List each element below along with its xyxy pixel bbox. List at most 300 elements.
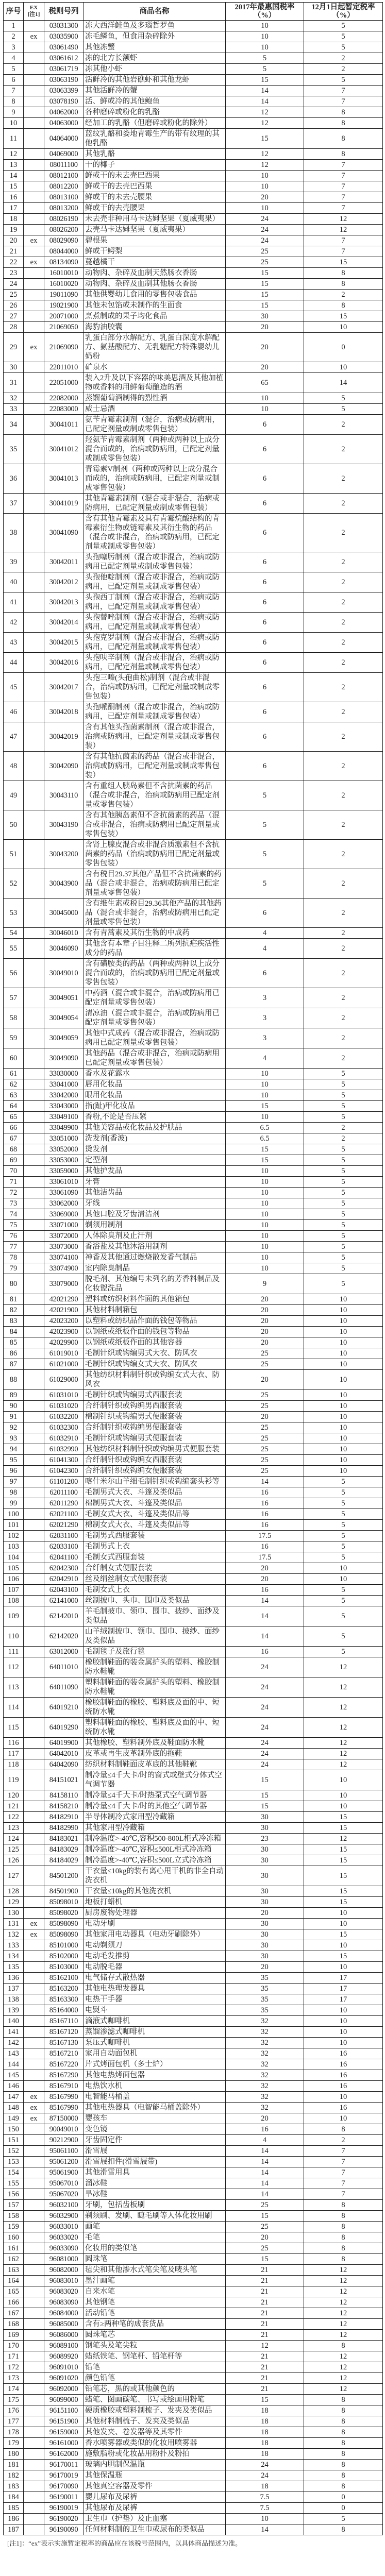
cell-provisional-rate: 8 [304,2395,383,2405]
cell-tariff-code: 30041011 [44,415,83,435]
cell-ex [24,2362,44,2373]
cell-tariff-code: 96083010 [44,2276,83,2286]
cell-tariff-code: 33073000 [44,1242,83,1252]
table-row [4,107,383,118]
cell-tariff-code: 96092000 [44,2384,83,2395]
table-row [4,1112,383,1123]
cell-provisional-rate: 5 [304,1509,383,1520]
cell-ex [24,393,44,404]
cell-product-name: 矿泉水 [83,362,226,373]
cell-product-name: 变色镜 [83,2124,226,2135]
cell-ex [24,1606,44,1626]
cell-tariff-code: 96033010 [44,2222,83,2232]
cell-provisional-rate: 10 [304,1412,383,1422]
cell-mfn-rate: 3 [226,1008,304,1028]
cell-mfn-rate: 25 [226,1348,304,1359]
cell-product-name: 活鲜冷的其他岩礁虾和其他龙虾 [83,75,226,86]
cell-ex [24,1541,44,1552]
cell-product-name: 唇用化妆品 [83,1079,226,1090]
cell-no: 89 [4,1390,24,1401]
cell-provisional-rate: 12 [304,2330,383,2341]
cell-mfn-rate: 20 [226,322,304,333]
cell-ex [24,1316,44,1327]
cell-mfn-rate: 35 [226,1973,304,1984]
cell-ex [24,959,44,988]
cell-ex [24,1252,44,1263]
cell-ex: ex [24,257,44,268]
cell-mfn-rate: 30 [226,1919,304,1929]
cell-provisional-rate: 10 [304,1790,383,1801]
cell-product-name: 眼用化妆品 [83,1090,226,1101]
cell-product-name: 蓝纹乳酪和娄地青霉生产的带有纹理的其他乳酪 [83,129,226,149]
cell-ex [24,373,44,393]
cell-no: 180 [4,2449,24,2460]
cell-mfn-rate: 6 [226,702,304,722]
cell-mfn-rate: 15 [226,2395,304,2405]
cell-mfn-rate: 9 [226,1274,304,1294]
cell-mfn-rate: 25 [226,1359,304,1370]
cell-no: 75 [4,1220,24,1231]
cell-provisional-rate: 2 [304,959,383,988]
cell-ex [24,2135,44,2146]
cell-provisional-rate: 8 [304,2232,383,2243]
cell-ex [24,869,44,899]
cell-no: 5 [4,64,24,75]
cell-product-name: 化妆用的类似笔 [83,2243,226,2254]
cell-mfn-rate: 4 [226,939,304,959]
cell-no: 91 [4,1412,24,1422]
table-row [4,1585,383,1596]
cell-tariff-code: 84184029 [44,1855,83,1866]
cell-no: 113 [4,1677,24,1698]
cell-tariff-code: 30042017 [44,673,83,702]
cell-provisional-rate: 5 [304,1274,383,1294]
cell-provisional-rate: 12 [304,2362,383,2373]
cell-provisional-rate: 16 [304,2081,383,2092]
cell-ex [24,2243,44,2254]
cell-provisional-rate: 2 [304,1028,383,1048]
cell-tariff-code: 30043900 [44,869,83,899]
cell-mfn-rate: 10 [226,31,304,42]
table-row [4,1101,383,1112]
cell-ex [24,592,44,613]
cell-provisional-rate: 5 [304,1069,383,1079]
cell-mfn-rate: 20 [226,1962,304,1973]
cell-tariff-code: 85164000 [44,2005,83,2016]
cell-provisional-rate: 2 [304,869,383,899]
cell-ex [24,1466,44,1477]
cell-no: 101 [4,1520,24,1531]
cell-mfn-rate: 32 [226,2081,304,2092]
table-row [4,300,383,311]
cell-no: 126 [4,1855,24,1866]
table-row [4,373,383,393]
cell-product-name: 皮革或再生皮革制外底的拖鞋 [83,1749,226,1759]
cell-mfn-rate: 17.5 [226,1531,304,1541]
cell-ex [24,1585,44,1596]
table-row [4,1677,383,1698]
cell-tariff-code: 30042013 [44,592,83,613]
cell-provisional-rate: 8 [304,118,383,129]
table-row [4,1477,383,1487]
cell-mfn-rate: 25 [226,1466,304,1477]
cell-tariff-code: 42029900 [44,1337,83,1348]
cell-tariff-code: 30042015 [44,633,83,653]
cell-product-name: 其他活鲜冷的蟹 [83,86,226,96]
cell-tariff-code: 62041100 [44,1552,83,1563]
cell-tariff-code: 30046090 [44,939,83,959]
cell-tariff-code: 85163200 [44,1984,83,1994]
cell-ex [24,1220,44,1231]
cell-no: 1 [4,21,24,31]
cell-tariff-code: 30043200 [44,840,83,869]
cell-ex [24,1973,44,1984]
cell-no: 26 [4,300,24,311]
cell-product-name: 厨房废物处理器 [83,1908,226,1919]
cell-provisional-rate: 2 [304,1008,383,1028]
cell-product-name: 其他滑雪用具 [83,2167,226,2178]
cell-product-name: 洗发剂(香波) [83,1133,226,1144]
table-row [4,2157,383,2167]
table-row [4,1209,383,1220]
cell-product-name: 去壳马卡达姆坚果（夏威夷果） [83,225,226,235]
cell-provisional-rate: 5 [304,1541,383,1552]
cell-product-name: 各种磨碎或粉化的乳酪 [83,107,226,118]
cell-no: 133 [4,1940,24,1951]
cell-product-name: 合纤制针织或钩编男便服套装 [83,1422,226,1433]
cell-mfn-rate: 6 [226,722,304,752]
cell-product-name: 动物肉、杂碎及血制其他肠衣香肠 [83,279,226,290]
cell-no: 164 [4,2276,24,2286]
cell-product-name: 施敷脂粉或化妆品用粉扑及粉拍 [83,2449,226,2460]
table-row [4,1718,383,1738]
cell-product-name: 自来水笔 [83,2286,226,2297]
table-row [4,393,383,404]
cell-product-name: 其他冻蟹 [83,42,226,53]
cell-product-name: 电热饮水机 [83,2081,226,2092]
table-row [4,1188,383,1198]
table-row [4,149,383,160]
cell-provisional-rate: 8 [304,2416,383,2427]
cell-no: 148 [4,2103,24,2113]
cell-tariff-code: 64042090 [44,1759,83,1770]
cell-provisional-rate: 12 [304,1738,383,1749]
cell-provisional-rate: 2 [304,1048,383,1069]
table-row [4,279,383,290]
cell-mfn-rate: 24 [226,2470,304,2481]
cell-ex [24,1759,44,1770]
cell-tariff-code: 62033100 [44,1541,83,1552]
cell-no: 87 [4,1359,24,1370]
cell-ex [24,214,44,225]
cell-provisional-rate: 5 [304,2514,383,2524]
cell-provisional-rate: 2 [304,435,383,464]
table-row [4,1801,383,1812]
cell-product-name: 其他护发品 [83,1166,226,1177]
cell-tariff-code: 03078190 [44,96,83,107]
cell-mfn-rate: 20 [226,1316,304,1327]
cell-mfn-rate: 10 [226,171,304,181]
cell-product-name: 毡尖和其他渗水式笔尖笔及唛头笔 [83,2265,226,2276]
cell-provisional-rate: 14 [304,373,383,393]
cell-no: 150 [4,2124,24,2135]
cell-mfn-rate: 20 [226,1337,304,1348]
cell-no: 135 [4,1962,24,1973]
cell-provisional-rate: 10 [304,1940,383,1951]
cell-product-name: 牙线 [83,1198,226,1209]
table-row [4,268,383,279]
cell-mfn-rate: 24 [226,1759,304,1770]
cell-no: 173 [4,2373,24,2384]
cell-ex [24,2330,44,2341]
header-row [4,3,383,21]
cell-product-name: 中药酒（混合或非混合，治病或防病用已配定剂量或零售包装） [83,988,226,1008]
cell-no: 132 [4,1929,24,1940]
cell-no: 29 [4,333,24,362]
cell-product-name: 其他电热器具（电智能马桶盖除外） [83,2103,226,2113]
cell-ex [24,75,44,86]
cell-no: 134 [4,1951,24,1962]
cell-no: 144 [4,2059,24,2070]
cell-no: 163 [4,2265,24,2276]
cell-no: 127 [4,1866,24,1886]
table-row [4,1844,383,1855]
cell-ex [24,673,44,702]
cell-provisional-rate: 10 [304,1466,383,1477]
cell-ex [24,42,44,53]
cell-product-name: 头孢呋辛制剂（混合或非混合，治病或防病用，已配定剂量或制成零售包装） [83,653,226,673]
cell-ex [24,415,44,435]
cell-mfn-rate: 15 [226,1770,304,1790]
cell-product-name: 青霉素V制剂（两种或两种以上成分混合而成的，治病或防病用，已配定剂量或制成零售包装） [83,464,226,494]
cell-mfn-rate: 10 [226,1198,304,1209]
cell-no: 179 [4,2438,24,2449]
cell-mfn-rate: 10 [226,1069,304,1079]
table-row [4,1401,383,1412]
cell-tariff-code: 95067010 [44,2178,83,2189]
cell-product-name: 电动牙刷 [83,1919,226,1929]
cell-no: 16 [4,192,24,203]
cell-provisional-rate: 10 [304,1316,383,1327]
cell-tariff-code: 85167120 [44,2027,83,2038]
cell-provisional-rate: 12 [304,1657,383,1677]
cell-product-name: 牙齿固定件 [83,2135,226,2146]
cell-no: 96 [4,1466,24,1477]
cell-tariff-code: 96190090 [44,2524,83,2535]
cell-product-name: 纺织材料制鞋面皮革底的其他鞋靴 [83,1759,226,1770]
cell-mfn-rate: 25 [226,2222,304,2232]
cell-provisional-rate: 0 [304,2503,383,2514]
cell-ex [24,2167,44,2178]
cell-provisional-rate: 12 [304,1834,383,1844]
cell-mfn-rate: 5 [226,781,304,810]
cell-ex [24,653,44,673]
cell-product-name: 剃须用制剂 [83,1220,226,1231]
cell-ex [24,1209,44,1220]
cell-no: 56 [4,959,24,988]
cell-provisional-rate: 5 [304,1520,383,1531]
cell-provisional-rate: 15 [304,1951,383,1962]
cell-provisional-rate: 2 [304,464,383,494]
table-row [4,192,383,203]
cell-product-name: 铅笔芯，黑的或其他颜色的 [83,2384,226,2395]
cell-provisional-rate: 0 [304,2492,383,2503]
table-row [4,722,383,752]
cell-ex [24,1477,44,1487]
header-ex-label: EX [29,5,38,11]
cell-provisional-rate: 2 [304,1133,383,1144]
cell-product-name: 含有其他胰岛素但不含抗菌素的药品（混合或非混合，治病或防病用已配定剂量或零售包装） [83,810,226,840]
cell-mfn-rate: 14 [226,1606,304,1626]
cell-no: 123 [4,1823,24,1834]
cell-ex [24,2341,44,2351]
cell-tariff-code: 96082000 [44,2265,83,2276]
cell-ex [24,1994,44,2005]
cell-no: 156 [4,2189,24,2200]
cell-provisional-rate: 10 [304,1348,383,1359]
cell-no: 147 [4,2092,24,2103]
cell-tariff-code: 61041300 [44,1455,83,1466]
cell-ex [24,1294,44,1305]
cell-no: 97 [4,1477,24,1487]
cell-tariff-code: 96086000 [44,2330,83,2341]
cell-no: 122 [4,1812,24,1823]
cell-product-name: 装入2升及以下容器的味美思酒及其他加植物或香料的用鲜葡萄酿造的酒 [83,373,226,393]
table-row [4,1855,383,1866]
cell-provisional-rate: 10 [304,1433,383,1444]
cell-tariff-code: 04064000 [44,129,83,149]
cell-ex [24,96,44,107]
cell-product-name: 家用自动面包机 [83,2048,226,2059]
cell-mfn-rate: 21 [226,2297,304,2308]
cell-product-name: 滑雪屐扣件(滑雪屐带) [83,2157,226,2167]
cell-mfn-rate: 10 [226,1166,304,1177]
cell-tariff-code: 30043190 [44,810,83,840]
cell-ex [24,2157,44,2167]
table-row [4,1144,383,1155]
table-row [4,1123,383,1133]
cell-provisional-rate: 12 [304,2319,383,2330]
table-row [4,2438,383,2449]
cell-ex [24,1177,44,1188]
cell-no: 154 [4,2167,24,2178]
cell-tariff-code: 33030000 [44,1069,83,1079]
cell-mfn-rate: 18 [226,2416,304,2427]
cell-ex: ex [24,333,44,362]
cell-no: 43 [4,633,24,653]
cell-product-name: 其他美容品或化妆品及护肤品 [83,1123,226,1133]
cell-no: 82 [4,1305,24,1316]
table-row [4,1552,383,1563]
cell-tariff-code: 61032300 [44,1422,83,1433]
cell-provisional-rate: 10 [304,1455,383,1466]
cell-ex [24,1897,44,1908]
table-row [4,2265,383,2276]
table-row [4,592,383,613]
cell-ex: ex [24,235,44,246]
cell-ex [24,1509,44,1520]
cell-tariff-code: 30042090 [44,752,83,781]
cell-mfn-rate: 30 [226,1951,304,1962]
cell-tariff-code: 85098020 [44,1908,83,1919]
cell-no: 46 [4,702,24,722]
table-row [4,2481,383,2492]
cell-ex: ex [24,31,44,42]
cell-product-name: 丝及绢丝制女式便服套装 [83,1574,226,1585]
cell-ex [24,1433,44,1444]
cell-no: 131 [4,1919,24,1929]
cell-tariff-code: 33059000 [44,1166,83,1177]
cell-provisional-rate: 15 [304,257,383,268]
cell-provisional-rate: 8 [304,2427,383,2438]
cell-product-name: 其他供婴幼儿食用的零售包装食品 [83,290,226,300]
cell-provisional-rate: 7 [304,2167,383,2178]
cell-provisional-rate: 7 [304,2146,383,2157]
header-name: 商品名称 [83,3,226,21]
cell-ex [24,781,44,810]
cell-ex: ex [24,2092,44,2103]
table-row [4,752,383,781]
cell-no: 6 [4,75,24,86]
cell-tariff-code: 03061490 [44,42,83,53]
table-row [4,840,383,869]
cell-ex [24,1112,44,1123]
cell-mfn-rate: 25 [226,1401,304,1412]
cell-product-name: 毛制针织或钩编女式大衣、防风衣 [83,1359,226,1370]
cell-provisional-rate: 10 [304,1908,383,1919]
cell-tariff-code: 96081000 [44,2254,83,2265]
cell-provisional-rate: 8 [304,2524,383,2535]
cell-no: 81 [4,1294,24,1305]
table-row [4,2135,383,2146]
cell-product-name: 其他纺织材料制针织或钩编男式便服套装 [83,1444,226,1455]
cell-tariff-code: 33074900 [44,1263,83,1274]
cell-no: 108 [4,1596,24,1606]
header-mfn-rate: 2017年最惠国税率（%） [226,3,304,21]
cell-ex [24,939,44,959]
cell-tariff-code: 90212900 [44,2135,83,2146]
cell-provisional-rate: 8 [304,129,383,149]
table-row [4,1177,383,1188]
cell-tariff-code: 64011010 [44,1657,83,1677]
table-row [4,1940,383,1951]
cell-no: 104 [4,1552,24,1563]
cell-tariff-code: 85098090 [44,1919,83,1929]
cell-ex [24,1657,44,1677]
cell-provisional-rate: 8 [304,2470,383,2481]
cell-mfn-rate: 16 [226,1498,304,1509]
cell-tariff-code: 64011090 [44,1677,83,1698]
table-row [4,86,383,96]
cell-product-name: 头孢三嗪(头孢曲松)制剂（混合或非混合，治病或防病用，已配定剂量或制成零售包装） [83,673,226,702]
cell-tariff-code: 22051000 [44,373,83,393]
cell-mfn-rate: 21 [226,2276,304,2286]
table-row [4,2319,383,2330]
cell-product-name: 旱冰鞋 [83,2189,226,2200]
cell-provisional-rate: 5 [304,1209,383,1220]
cell-ex [24,2178,44,2189]
cell-tariff-code: 96091020 [44,2373,83,2384]
cell-provisional-rate: 5 [304,1531,383,1541]
table-row [4,1770,383,1790]
cell-no: 182 [4,2470,24,2481]
cell-no: 64 [4,1101,24,1112]
table-row [4,1541,383,1552]
cell-no: 53 [4,899,24,928]
cell-provisional-rate: 15 [304,1812,383,1823]
cell-tariff-code: 64019290 [44,1718,83,1738]
cell-ex [24,1133,44,1144]
